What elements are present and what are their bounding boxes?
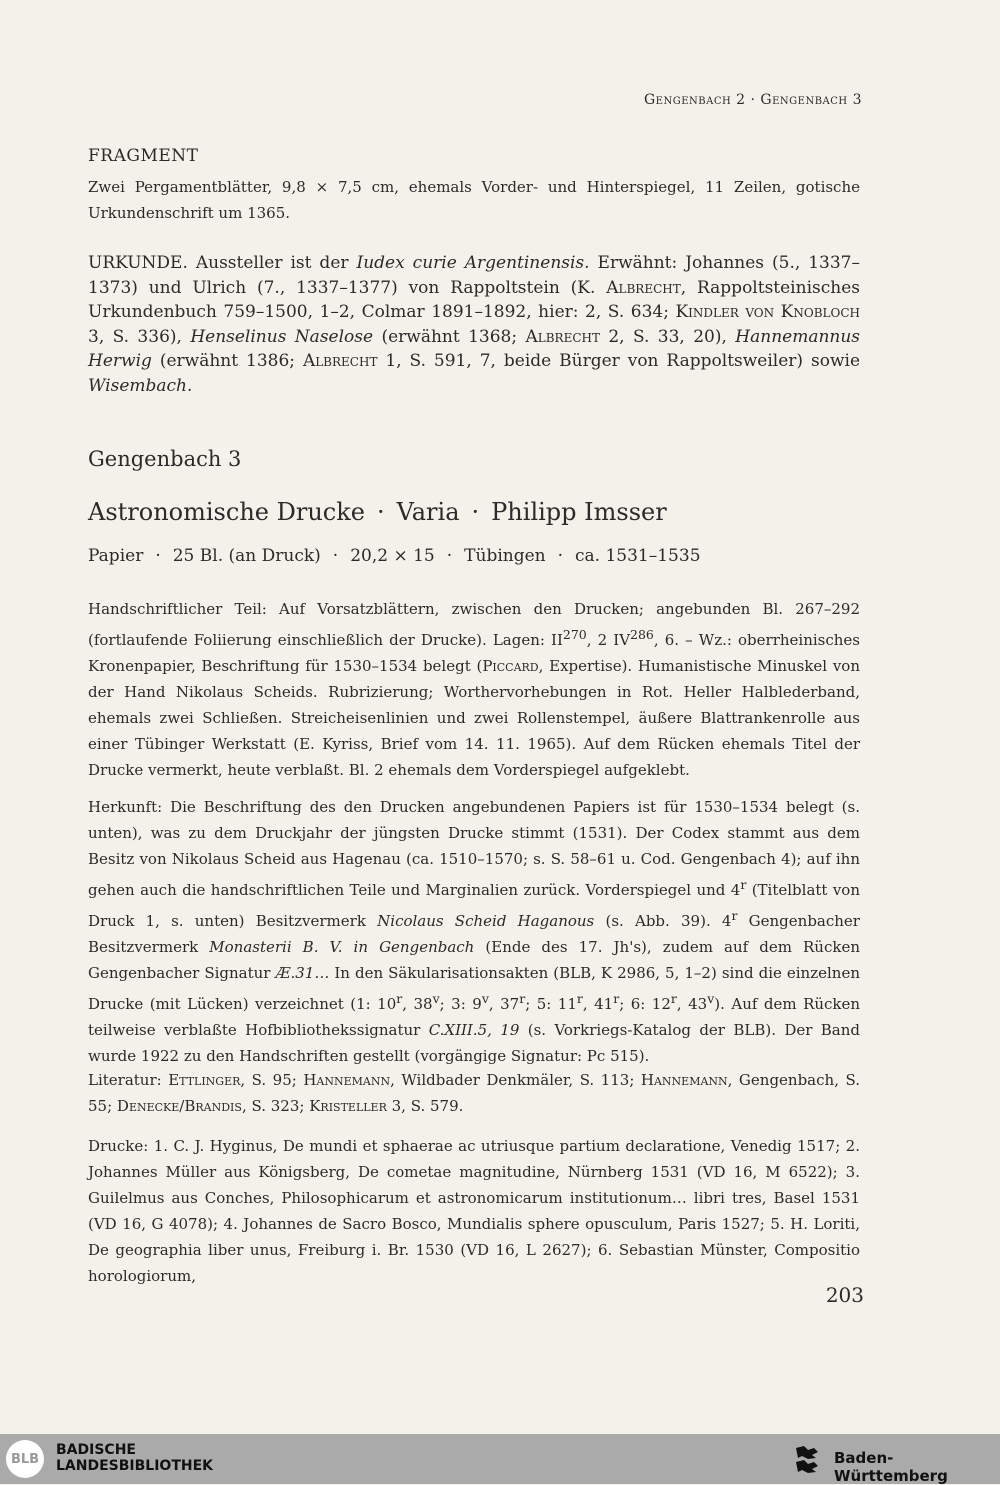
text-run: 3, S. 579. [386, 1097, 464, 1115]
superscript: v [707, 991, 715, 1006]
smallcaps-run: Kindler von Knobloch [675, 302, 860, 322]
urkunde-text [88, 251, 860, 398]
superscript: r [740, 877, 747, 892]
italic-run: C.XIII.5, 19 [428, 1021, 520, 1039]
blb-logo[interactable]: BLB [6, 1440, 44, 1478]
superscript: r [576, 991, 583, 1006]
meta-line [88, 546, 860, 566]
text-run: ; 6: 12 [619, 995, 671, 1013]
handschrift-section [88, 596, 860, 783]
library-name-line1: BADISCHE [56, 1442, 136, 1458]
text-run: , Rappoltsteinisches Urkundenbuch 759–1500, 1–2, Colmar 1891–1892, hier: 2, S. 634; [88, 277, 860, 322]
text-run: , 41 [582, 995, 614, 1013]
meta-material: Papier [88, 546, 144, 566]
meta-separator: · [557, 546, 564, 566]
smallcaps-run: Albrecht [302, 351, 378, 371]
text-run: , Wildbader Denkmäler, S. 113; [390, 1071, 641, 1089]
smallcaps-run: Albrecht [525, 326, 600, 347]
text-run: Handschriftlicher Teil: Auf Vorsatzblättern, zwischen den Drucken; angebunden Bl. 267–292 (fortlaufende Foliierung einschließlich der Drucke). Lagen: II [88, 600, 860, 649]
page-number: 203 [825, 1283, 864, 1307]
text-run: ; 5: 11 [525, 995, 577, 1013]
smallcaps-run: Piccard [482, 657, 539, 675]
text-run: (erwähnt 1386; [151, 351, 303, 371]
fragment-heading: FRAGMENT [88, 146, 199, 166]
text-run: (erwähnt 1368; [373, 326, 526, 347]
text-run: Erwähnt: Johannes (5., 1337–1373) und Ulrich (7., 1337–1377) von Rappoltstein (K. [88, 253, 860, 298]
smallcaps-run: Hannemann [640, 1071, 728, 1089]
text-run: ; 3: 9 [439, 995, 482, 1013]
meta-dimensions: 20,2 × 15 [350, 546, 435, 566]
superscript: r [670, 991, 677, 1006]
italic-run: Henselinus Naselose [190, 326, 374, 347]
text-run: , 2 IV [586, 631, 631, 649]
library-name[interactable] [56, 1442, 213, 1474]
superscript: 286 [630, 627, 654, 642]
title-separator: · [376, 498, 385, 526]
text-run: (s. Vorkriegs-Katalog der BLB). Der Band wurde 1922 zu den Handschriften gestellt (vorgängige Signatur: Pc 515). [88, 1021, 860, 1065]
text-run: Gengenbacher Besitzvermerk [88, 912, 860, 956]
handschrift-text [88, 596, 860, 783]
italic-run: Nicolaus Scheid Haganous [377, 912, 595, 930]
text-run: ). Auf dem Rücken teilweise verblaßte Hofbibliothekssignatur [88, 995, 861, 1039]
meta-place: Tübingen [464, 546, 546, 566]
superscript: v [481, 991, 489, 1006]
text-run: 2, S. 33, 20), [599, 326, 736, 347]
urkunde-label: URKUNDE. [88, 253, 188, 273]
superscript: r [731, 908, 738, 923]
superscript: 270 [562, 627, 587, 642]
meta-extent: 25 Bl. (an Druck) [172, 546, 321, 566]
smallcaps-run: Hannemann [303, 1071, 391, 1089]
state-name[interactable]: Baden-Württemberg [834, 1449, 948, 1485]
library-name-line2: LANDESBIBLIOTHEK [56, 1458, 214, 1474]
italic-run: Iudex curie Argentinensis. [356, 253, 590, 273]
italic-run: Hannemannus Herwig [88, 326, 861, 371]
text-run: In den Säkularisationsakten (BLB, K 2986, 5, 1–2) sind die einzelnen Drucke (mit Lücken) verzeichnet (1: 10 [88, 964, 860, 1013]
title-separator: · [471, 498, 480, 526]
text-run: , 38 [402, 995, 433, 1013]
entry-title: Gengenbach 3 [88, 447, 242, 471]
italic-run: Monasterii B. V. in Gengenbach [209, 938, 475, 956]
text-run: , 6. – Wz.: oberrheinisches Kronenpapier, Beschriftung für 1530–1534 belegt ( [88, 631, 861, 675]
text-run: , S. 323; [241, 1097, 310, 1115]
fragment-section [88, 146, 860, 226]
lions-crest-icon [792, 1442, 822, 1476]
text-run: 1, S. 591, 7, beide Bürger von Rappoltsweiler) sowie [377, 351, 861, 371]
herkunft-text [88, 794, 860, 1069]
superscript: r [396, 991, 403, 1006]
main-title-part: Varia [396, 498, 460, 526]
literatur-text [88, 1067, 860, 1119]
drucke-section [88, 1133, 860, 1289]
drucke-text: Drucke: 1. C. J. Hyginus, De mundi et sphaerae ac utriusque partium declaratione, Venedig 1517; 2. Johannes Müller aus Königsberg, De cometae magnitudine, Nürnberg 1531 (VD 16, M 6522); 3. Guilelmus aus Conches, Philosophicarum et astronomicarum institutionum… libri tres, Basel 1531 (VD 16, G 4078); 4. Johannes de Sacro Bosco, Mundialis sphere opusculum, Paris 1527; 5. H. Loriti, De geographia liber unus, Freiburg i. Br. 1530 (VD 16, L 2627); 6. Sebastian Münster, Compositio horologiorum, [88, 1137, 860, 1285]
smallcaps-run: Kristeller [309, 1097, 387, 1115]
text-run: , S. 95; [240, 1071, 304, 1089]
italic-run: Wisembach. [88, 375, 193, 396]
main-title-part: Astronomische Drucke [88, 498, 365, 526]
text-run: (s. Abb. 39). 4 [594, 912, 732, 930]
text-run: (Titelblatt von Druck 1, s. unten) Besitzvermerk [88, 881, 861, 930]
superscript: r [519, 991, 526, 1006]
meta-separator: · [332, 546, 339, 566]
superscript: v [432, 991, 440, 1006]
text-run: 3, S. 336), [88, 326, 191, 347]
main-title [88, 498, 860, 526]
text-run: , Gengenbach, S. 55; [88, 1071, 860, 1115]
smallcaps-run: Albrecht [606, 277, 681, 298]
smallcaps-run: Denecke/Brandis [116, 1097, 242, 1115]
text-run: Literatur: [88, 1071, 169, 1089]
italic-run: Æ.31… [275, 964, 330, 982]
main-title-part: Philipp Imsser [491, 498, 667, 526]
superscript: r [613, 991, 620, 1006]
running-head: Gengenbach 2 · Gengenbach 3 [644, 92, 862, 108]
text-run: , 43 [676, 995, 708, 1013]
footer-bar [0, 1434, 1000, 1484]
meta-separator: · [446, 546, 453, 566]
text-run: , 37 [488, 995, 520, 1013]
text-run: Herkunft: Die Beschriftung des den Drucken angebundenen Papiers ist für 1530–1534 belegt (s. unten), was zu dem Druckjahr der jüngsten Drucke stimmt (1531). Der Codex stammt aus dem Besitz von Nikolaus Scheid aus Hagenau (ca. 1510–1570; s. S. 58–61 u. Cod. Gengenbach 4); auf ihn gehen auch die handschriftlichen Teile und Marginalien zurück. Vorderspiegel und 4 [88, 798, 860, 899]
meta-separator: · [155, 546, 161, 566]
smallcaps-run: Ettlinger [168, 1071, 241, 1089]
fragment-text: Zwei Pergamentblätter, 9,8 × 7,5 cm, ehemals Vorder- und Hinterspiegel, 11 Zeilen, gotische Urkundenschrift um 1365. [88, 178, 860, 222]
text-run: (Ende des 17. Jh's), zudem auf dem Rücken Gengenbacher Signatur [88, 938, 860, 982]
text-run: , Expertise). Humanistische Minuskel von der Hand Nikolaus Scheids. Rubrizierung; Worthervorhebungen in Rot. Heller Halblederband, ehemals zwei Schließen. Streicheisenlinien und zwei Rollenstempel, äußere Blattrankenrolle aus einer Tübinger Werkstatt (E. Kyriss, Brief vom 14. 11. 1965). Auf dem Rücken ehemals Titel der Drucke vermerkt, heute verblaßt. Bl. 2 ehemals dem Vorderspiegel aufgeklebt. [88, 657, 860, 779]
meta-date: ca. 1531–1535 [575, 546, 701, 566]
urkunde-section [88, 251, 860, 398]
herkunft-section [88, 794, 860, 1069]
literatur-section [88, 1067, 860, 1119]
text-run: Aussteller ist der [187, 253, 357, 273]
